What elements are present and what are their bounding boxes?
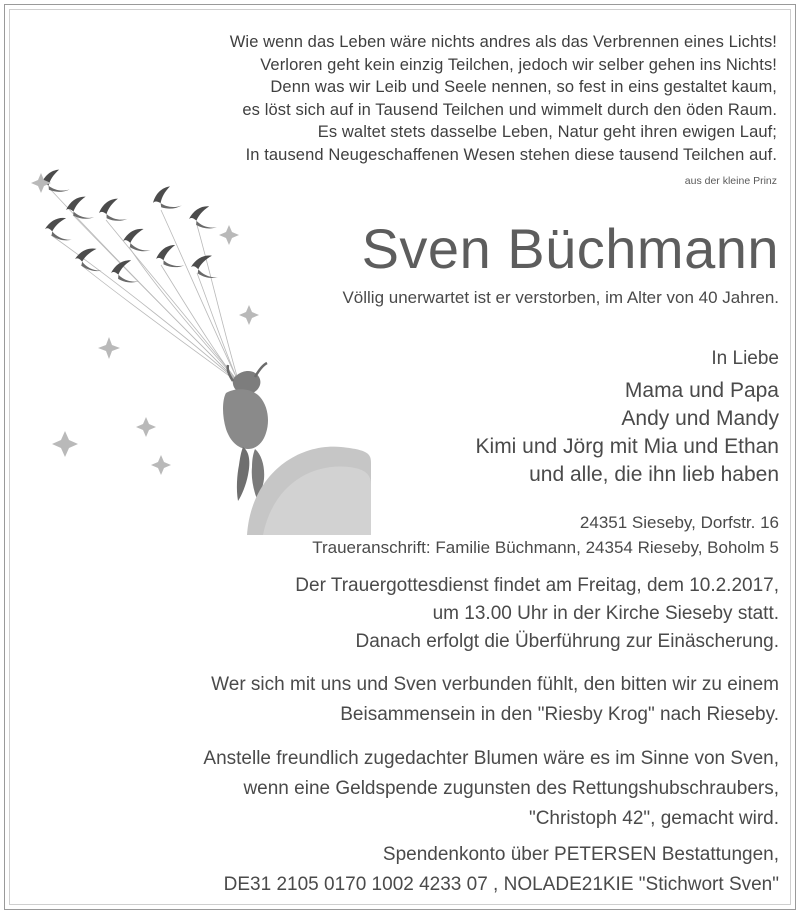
- invitation-line: Wer sich mit uns und Sven verbunden fühlt, den bitten wir zu einem: [211, 674, 779, 695]
- account-block: [224, 840, 779, 900]
- service-line: Danach erfolgt die Überführung zur Einäscherung.: [355, 631, 779, 652]
- donation-line: "Christoph 42", gemacht wird.: [528, 808, 779, 829]
- address-line: Traueranschrift: Familie Büchmann, 24354 Rieseby, Boholm 5: [312, 538, 779, 557]
- address-block: [312, 510, 779, 560]
- mourners-block: [476, 377, 779, 489]
- service-line: Der Trauergottesdienst findet am Freitag, dem 10.2.2017,: [295, 575, 779, 596]
- service-line: um 13.00 Uhr in der Kirche Sieseby statt.: [432, 603, 779, 624]
- obituary-notice: [4, 4, 796, 910]
- poem-block: [45, 31, 777, 166]
- poem-line: Verloren geht kein einzig Teilchen, jedoch wir selber gehen ins Nichts!: [260, 55, 777, 74]
- mourner-line: Andy und Mandy: [621, 407, 779, 430]
- mourner-line: Kimi und Jörg mit Mia und Ethan: [475, 435, 779, 458]
- poem-line: es löst sich auf in Tausend Teilchen und wimmelt durch den öden Raum.: [242, 100, 777, 119]
- service-block: [295, 572, 779, 656]
- deceased-subtitle: Völlig unerwartet ist er verstorben, im Alter von 40 Jahren.: [342, 288, 779, 307]
- mourner-line: und alle, die ihn lieb haben: [529, 463, 779, 486]
- donation-line: Anstelle freundlich zugedachter Blumen wäre es im Sinne von Sven,: [203, 748, 779, 769]
- donation-block: [203, 744, 779, 834]
- invitation-block: [211, 670, 779, 730]
- poem-line: Es waltet stets dasselbe Leben, Natur geht ihren ewigen Lauf;: [317, 123, 777, 141]
- address-line: 24351 Sieseby, Dorfstr. 16: [579, 513, 779, 532]
- invitation-line: Beisammensein in den "Riesby Krog" nach Rieseby.: [340, 704, 779, 725]
- poem-line: In tausend Neugeschaffenen Wesen stehen diese tausend Teilchen auf.: [245, 145, 777, 164]
- poem-source: aus der kleine Prinz: [684, 175, 777, 187]
- mourner-line: Mama und Papa: [624, 379, 779, 402]
- account-line: Spendenkonto über PETERSEN Bestattungen,: [382, 844, 779, 865]
- mourners-intro: In Liebe: [711, 348, 779, 369]
- account-line: DE31 2105 0170 1002 4233 07 , NOLADE21KIE "Stichwort Sven": [223, 874, 779, 895]
- mourners-intro-block: [711, 345, 779, 372]
- poem-line: Wie wenn das Leben wäre nichts andres als das Verbrennen eines Lichts!: [229, 33, 777, 51]
- donation-line: wenn eine Geldspende zugunsten des Rettungshubschraubers,: [243, 778, 779, 799]
- poem-line: Denn was wir Leib und Seele nennen, so fest in eins gestaltet kaum,: [270, 78, 777, 96]
- deceased-name: Sven Büchmann: [361, 217, 779, 280]
